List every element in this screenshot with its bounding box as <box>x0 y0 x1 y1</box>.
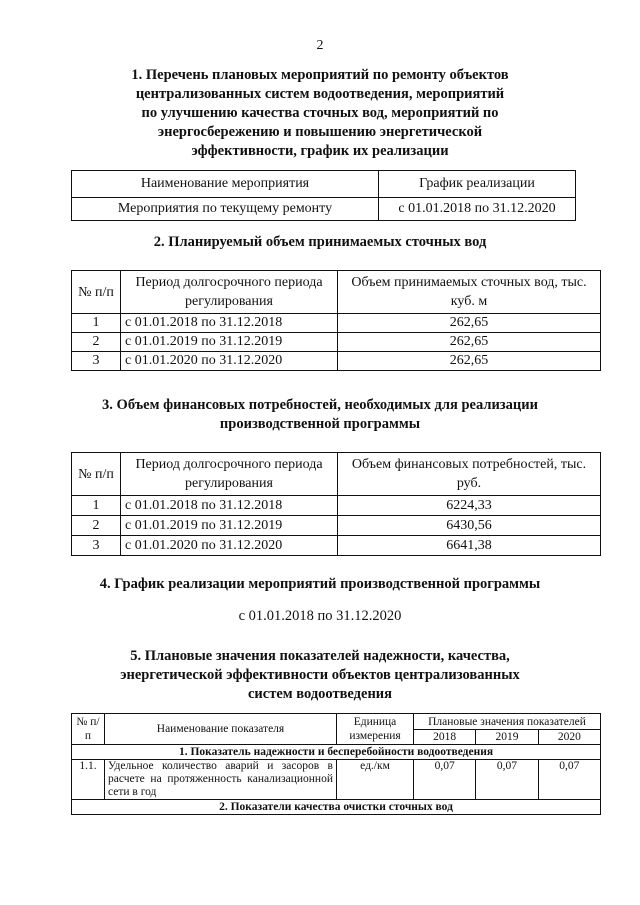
table-cell: 6641,38 <box>338 536 601 556</box>
table-header-row <box>72 714 601 730</box>
table-cell: 2 <box>72 516 121 536</box>
section5-title-line: 5. Плановые значения показателей надежности, качества, <box>130 648 510 664</box>
column-header: Объем принимаемых сточных вод, тыс. куб. м <box>338 271 601 314</box>
table-cell: 2 <box>72 333 121 352</box>
table-cell: 1 <box>72 314 121 333</box>
section5-title <box>0 647 640 704</box>
table-cell: с 01.01.2018 по 31.12.2018 <box>121 314 338 333</box>
table-cell: 1.1. <box>72 760 105 800</box>
section1-title-line: по улучшению качества сточных вод, мероприятий по <box>141 105 499 121</box>
table-cell: с 01.01.2020 по 31.12.2020 <box>121 536 338 556</box>
table-header-row <box>72 171 576 198</box>
column-header: График реализации <box>379 171 576 198</box>
table-cell: с 01.01.2020 по 31.12.2020 <box>121 352 338 371</box>
table-cell: 0,07 <box>538 760 600 800</box>
table-cell: 1 <box>72 496 121 516</box>
column-header: Наименование показателя <box>105 714 337 745</box>
table-cell: 0,07 <box>476 760 538 800</box>
table-cell: 3 <box>72 536 121 556</box>
table-header-row <box>72 271 601 314</box>
section4-title: 4. График реализации мероприятий производственной программы <box>99 576 541 592</box>
column-header: № п/п <box>72 714 105 745</box>
section1-title-line: 1. Перечень плановых мероприятий по ремонту объектов <box>131 67 509 83</box>
table-row <box>72 800 601 815</box>
section3-title <box>0 396 640 434</box>
table-row <box>72 516 601 536</box>
table-cell: 0,07 <box>414 760 476 800</box>
year-header: 2020 <box>538 730 600 745</box>
section2-title: 2. Планируемый объем принимаемых сточных вод <box>153 234 487 250</box>
table-cell: с 01.01.2018 по 31.12.2018 <box>121 496 338 516</box>
column-header: № п/п <box>72 453 121 496</box>
table-row <box>72 352 601 371</box>
financial-needs-table <box>71 452 601 556</box>
indicators-table <box>71 713 601 815</box>
year-header: 2019 <box>476 730 538 745</box>
table-cell: 6224,33 <box>338 496 601 516</box>
table-cell: 262,65 <box>338 314 601 333</box>
column-header: Объем финансовых потребностей, тыс. руб. <box>338 453 601 496</box>
table-row <box>72 760 601 800</box>
table-row <box>72 333 601 352</box>
table-cell: 3 <box>72 352 121 371</box>
table-row <box>72 536 601 556</box>
table-cell: 6430,56 <box>338 516 601 536</box>
section5-title-line: энергетической эффективности объектов централизованных <box>120 667 520 683</box>
column-header: № п/п <box>72 271 121 314</box>
table-cell: Удельное количество аварий и засоров в расчете на протяженность канализационной сети в год <box>105 760 337 800</box>
table-cell: с 01.01.2019 по 31.12.2019 <box>121 333 338 352</box>
table-cell: с 01.01.2019 по 31.12.2019 <box>121 516 338 536</box>
section5-title-line: систем водоотведения <box>247 686 393 702</box>
section1-title-line: эффективности, график их реализации <box>191 143 449 159</box>
activities-table <box>71 170 576 221</box>
table-cell: 262,65 <box>338 333 601 352</box>
table-header-row <box>72 453 601 496</box>
column-header: Период долгосрочного периода регулирования <box>121 453 338 496</box>
year-header: 2018 <box>414 730 476 745</box>
column-header: Плановые значения показателей <box>414 714 601 730</box>
page-number: 2 <box>316 38 324 53</box>
section3-title-line: производственной программы <box>219 416 421 432</box>
section1-title-line: энергосбережению и повышению энергетической <box>157 124 483 140</box>
table-row <box>72 198 576 221</box>
column-header: Единица измерения <box>337 714 414 745</box>
column-header: Наименование мероприятия <box>72 171 379 198</box>
table-row <box>72 314 601 333</box>
table-row <box>72 745 601 760</box>
table-cell: с 01.01.2018 по 31.12.2020 <box>379 198 576 221</box>
section4-period: с 01.01.2018 по 31.12.2020 <box>238 608 402 624</box>
wastewater-volume-table <box>71 270 601 371</box>
table-cell: Мероприятия по текущему ремонту <box>72 198 379 221</box>
section1-title-line: централизованных систем водоотведения, мероприятий <box>135 86 505 102</box>
section1-title <box>0 66 640 161</box>
column-header: Период долгосрочного периода регулирования <box>121 271 338 314</box>
table-cell: 262,65 <box>338 352 601 371</box>
section3-title-line: 3. Объем финансовых потребностей, необходимых для реализации <box>102 397 538 413</box>
group-heading: 1. Показатель надежности и бесперебойности водоотведения <box>72 745 601 760</box>
table-row <box>72 496 601 516</box>
table-cell: ед./км <box>337 760 414 800</box>
group-heading: 2. Показатели качества очистки сточных вод <box>72 800 601 815</box>
